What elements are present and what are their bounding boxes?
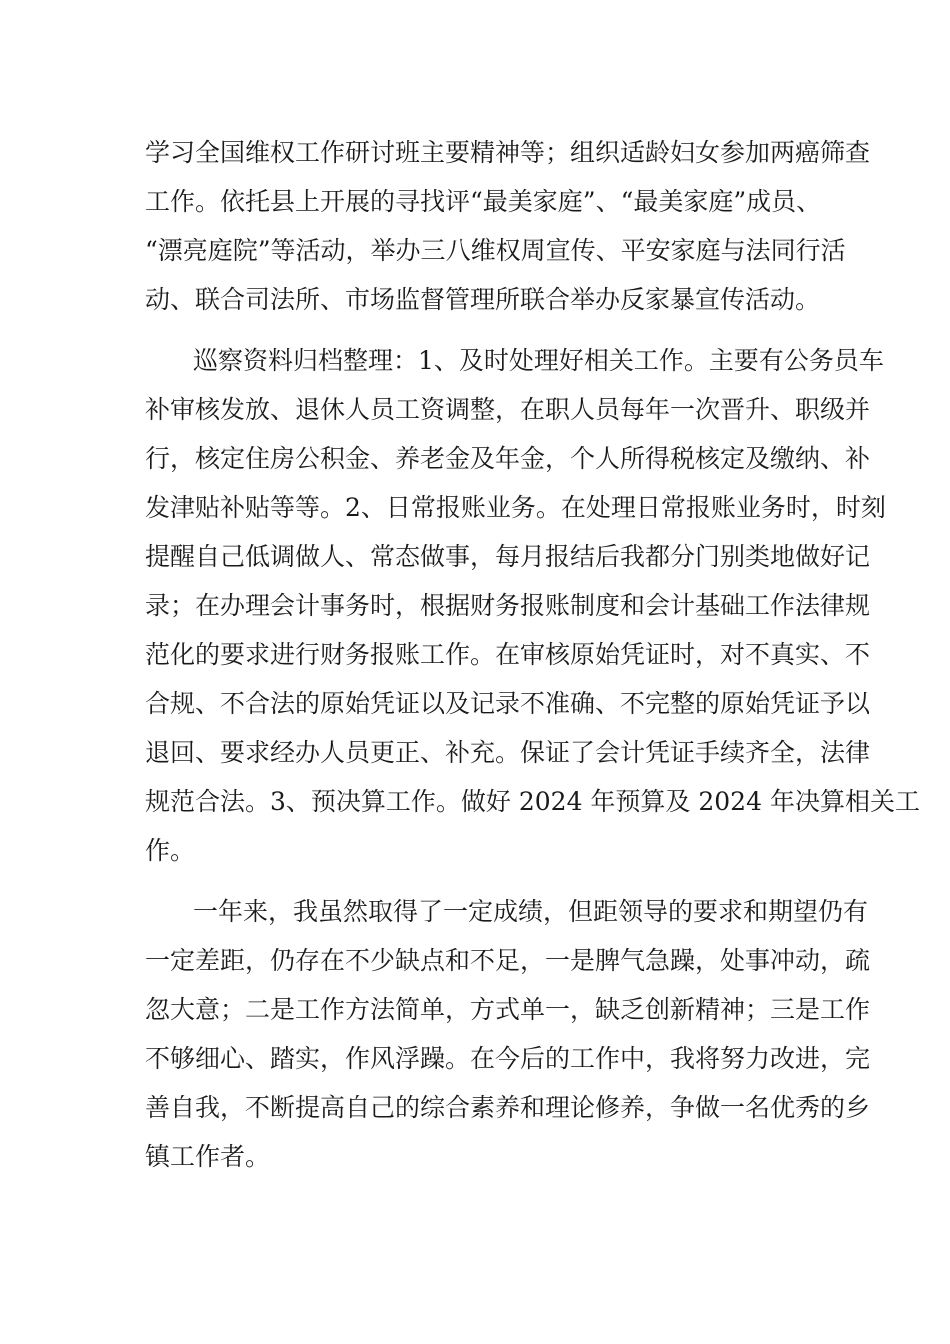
text-line: “漂亮庭院”等活动，举办三八维权周宣传、平安家庭与法同行活 <box>145 236 846 265</box>
text-line: 提醒自己低调做人、常态做事，每月报结后我都分门别类地做好记 <box>145 542 871 571</box>
text-line: 善自我，不断提高自己的综合素养和理论修养，争做一名优秀的乡 <box>145 1093 871 1122</box>
text-line: 合规、不合法的原始凭证以及记录不准确、不完整的原始凭证予以 <box>145 689 871 718</box>
text-line: 动、联合司法所、市场监督管理所联合举办反家暴宣传活动。 <box>145 285 821 314</box>
text-line: 退回、要求经办人员更正、补充。保证了会计凭证手续齐全，法律 <box>145 738 871 767</box>
text-line: 补审核发放、退休人员工资调整，在职人员每年一次晋升、职级并 <box>145 395 871 424</box>
text-line: 镇工作者。 <box>145 1142 271 1171</box>
text-line: 规范合法。3、预决算工作。做好 2024 年预算及 2024 年决算相关工 <box>145 787 920 816</box>
text-line: 忽大意；二是工作方法简单，方式单一，缺乏创新精神；三是工作 <box>145 995 871 1024</box>
text-line: 作。 <box>145 836 196 865</box>
text-line: 录；在办理会计事务时，根据财务报账制度和会计基础工作法律规 <box>145 591 871 620</box>
text-line: 巡察资料归档整理：1、及时处理好相关工作。主要有公务员车 <box>193 346 884 375</box>
text-line: 行，核定住房公积金、养老金及年金，个人所得税核定及缴纳、补 <box>145 444 871 473</box>
paragraph-archive-finance <box>145 336 920 875</box>
paragraph-women-rights <box>145 128 871 324</box>
paragraph-self-reflection <box>145 887 871 1181</box>
text-line: 不够细心、踏实，作风浮躁。在今后的工作中，我将努力改进，完 <box>145 1044 871 1073</box>
text-line: 范化的要求进行财务报账工作。在审核原始凭证时，对不真实、不 <box>145 640 871 669</box>
document-body <box>145 128 920 1181</box>
text-line: 一定差距，仍存在不少缺点和不足，一是脾气急躁，处事冲动，疏 <box>145 946 871 975</box>
text-line: 工作。依托县上开展的寻找评“最美家庭”、“最美家庭”成员、 <box>145 187 822 216</box>
text-line: 一年来，我虽然取得了一定成绩，但距领导的要求和期望仍有 <box>193 897 869 926</box>
text-line: 发津贴补贴等等。2、日常报账业务。在处理日常报账业务时，时刻 <box>145 493 886 522</box>
text-line: 学习全国维权工作研讨班主要精神等；组织适龄妇女参加两癌筛查 <box>145 138 871 167</box>
